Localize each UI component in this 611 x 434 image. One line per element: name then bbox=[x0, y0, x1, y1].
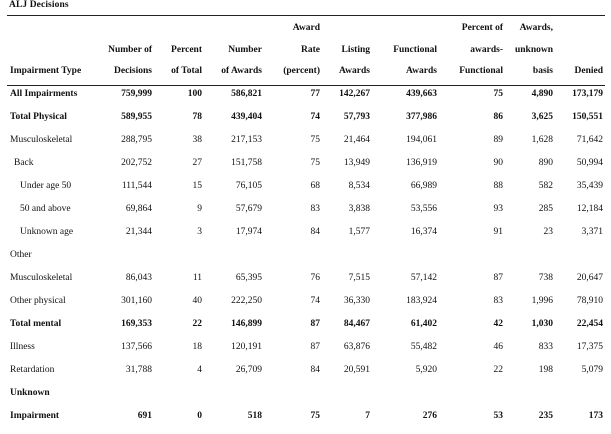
row-label: Total mental bbox=[10, 319, 62, 329]
table-cell: 75 bbox=[493, 89, 503, 99]
table-cell: 42 bbox=[493, 319, 503, 329]
table-cell: 1,030 bbox=[531, 319, 553, 329]
table-cell: 15 bbox=[192, 181, 202, 191]
table-cell: 217,153 bbox=[231, 135, 262, 145]
table-cell: 288,795 bbox=[121, 135, 152, 145]
table-cell: 74 bbox=[310, 296, 320, 306]
table-cell: 377,986 bbox=[406, 112, 437, 122]
table-cell: 890 bbox=[538, 158, 553, 168]
column-header-line: Awards, bbox=[519, 23, 553, 33]
table-cell: 57,679 bbox=[235, 204, 262, 214]
column-header-line: Rate bbox=[301, 44, 320, 55]
table-cell: 35,439 bbox=[576, 181, 603, 191]
table-cell bbox=[154, 382, 204, 405]
table-cell: 68 bbox=[310, 181, 320, 191]
table-cell bbox=[372, 244, 439, 267]
table-cell: 1,577 bbox=[348, 227, 370, 237]
table-cell bbox=[99, 382, 154, 405]
table-row bbox=[7, 198, 605, 221]
table-cell bbox=[322, 244, 372, 267]
column-header-line: (percent) bbox=[283, 66, 320, 76]
table-cell: 3 bbox=[197, 227, 202, 237]
table-cell: 20,647 bbox=[576, 273, 603, 283]
table-row bbox=[7, 152, 605, 175]
table-cell: 9 bbox=[197, 204, 202, 214]
table-cell: 833 bbox=[538, 342, 553, 352]
table-cell: 759,999 bbox=[121, 89, 152, 99]
column-header-line: of Total bbox=[171, 66, 202, 76]
table-cell bbox=[204, 382, 264, 405]
table-cell: 17,974 bbox=[235, 227, 262, 237]
table-cell: 40 bbox=[192, 296, 202, 306]
table-cell bbox=[99, 244, 154, 267]
table-caption: ALJ Decisions bbox=[9, 0, 69, 10]
column-header-line: Award bbox=[292, 23, 320, 33]
table-row bbox=[7, 336, 605, 359]
table-cell: 77 bbox=[310, 89, 320, 99]
table-cell: 65,395 bbox=[235, 273, 262, 283]
table-cell: 5,079 bbox=[581, 365, 603, 375]
column-header-line: Awards bbox=[406, 66, 437, 76]
table-cell: 142,267 bbox=[339, 89, 370, 99]
table-cell: 301,160 bbox=[121, 296, 152, 306]
table-cell: 53,556 bbox=[410, 204, 437, 214]
table-cell: 76,105 bbox=[235, 181, 262, 191]
table-cell: 173 bbox=[588, 411, 603, 421]
column-header-line: basis bbox=[532, 66, 553, 76]
column-header-line: unknown bbox=[514, 44, 553, 55]
column-header bbox=[505, 18, 555, 83]
table-cell: 12,184 bbox=[576, 204, 603, 214]
column-header-line: Listing bbox=[341, 44, 370, 55]
table-cell: 439,404 bbox=[231, 112, 262, 122]
table-cell: 8,534 bbox=[348, 181, 370, 191]
table-cell: 91 bbox=[493, 227, 503, 237]
table-row bbox=[7, 405, 605, 428]
table-cell: 69,864 bbox=[125, 204, 152, 214]
column-header-line: Impairment Type bbox=[10, 66, 82, 76]
table-cell: 7,515 bbox=[348, 273, 370, 283]
table-cell: 88 bbox=[493, 181, 503, 191]
table-cell: 46 bbox=[493, 342, 503, 352]
table-cell: 75 bbox=[310, 135, 320, 145]
table-cell: 87 bbox=[310, 342, 320, 352]
table-cell bbox=[322, 382, 372, 405]
row-label: Musculoskeletal bbox=[10, 135, 73, 145]
table-cell bbox=[439, 382, 505, 405]
table-cell bbox=[372, 382, 439, 405]
table-cell: 63,876 bbox=[343, 342, 370, 352]
column-header-line: Functional bbox=[393, 44, 437, 55]
table-cell: 84,467 bbox=[343, 319, 370, 329]
table-cell bbox=[555, 382, 605, 405]
table-cell: 55,482 bbox=[410, 342, 437, 352]
table-cell: 78 bbox=[192, 112, 202, 122]
table-cell: 90 bbox=[493, 158, 503, 168]
table-cell: 78,910 bbox=[576, 296, 603, 306]
table-cell: 87 bbox=[493, 273, 503, 283]
row-label: Unknown age bbox=[20, 227, 74, 237]
table-cell: 582 bbox=[538, 181, 553, 191]
table-cell: 86,043 bbox=[125, 273, 152, 283]
table-cell: 75 bbox=[310, 158, 320, 168]
row-label: Musculoskeletal bbox=[10, 273, 73, 283]
table-cell: 50,994 bbox=[576, 158, 603, 168]
table-cell: 57,142 bbox=[410, 273, 437, 283]
table-row bbox=[7, 175, 605, 198]
column-header-line: Functional bbox=[459, 66, 503, 76]
table-cell: 84 bbox=[310, 227, 320, 237]
row-label: Other physical bbox=[10, 296, 66, 306]
table-cell: 7 bbox=[365, 411, 370, 421]
table-row bbox=[7, 290, 605, 313]
column-header-line: Percent bbox=[171, 44, 202, 55]
table-row bbox=[7, 359, 605, 382]
table-cell: 137,566 bbox=[121, 342, 152, 352]
top-rule bbox=[7, 15, 605, 16]
table-cell bbox=[264, 382, 322, 405]
table-cell: 0 bbox=[197, 411, 202, 421]
table-cell: 169,353 bbox=[121, 319, 152, 329]
table-cell: 87 bbox=[310, 319, 320, 329]
table-cell: 3,371 bbox=[581, 227, 603, 237]
table-cell: 83 bbox=[310, 204, 320, 214]
table-cell: 276 bbox=[422, 411, 437, 421]
table-cell: 589,955 bbox=[121, 112, 152, 122]
table-cell: 38 bbox=[192, 135, 202, 145]
column-header bbox=[99, 18, 154, 83]
column-header bbox=[439, 18, 505, 83]
table-cell: 150,551 bbox=[572, 112, 603, 122]
table-cell: 1,628 bbox=[531, 135, 553, 145]
table-cell: 20,591 bbox=[343, 365, 370, 375]
column-header bbox=[372, 18, 439, 83]
column-header bbox=[7, 18, 99, 83]
table-cell: 173,179 bbox=[572, 89, 603, 99]
table-row bbox=[7, 83, 605, 106]
table-cell: 5,920 bbox=[415, 365, 437, 375]
column-header bbox=[154, 18, 204, 83]
table-cell: 18 bbox=[192, 342, 202, 352]
table-cell: 93 bbox=[493, 204, 503, 214]
table-cell bbox=[204, 244, 264, 267]
table-cell: 235 bbox=[538, 411, 553, 421]
table-cell: 26,709 bbox=[235, 365, 262, 375]
table-row bbox=[7, 221, 605, 244]
table-cell: 146,899 bbox=[231, 319, 262, 329]
table-cell: 518 bbox=[247, 411, 262, 421]
table-cell: 151,758 bbox=[231, 158, 262, 168]
table-row bbox=[7, 313, 605, 336]
table-row bbox=[7, 244, 605, 267]
table-cell bbox=[505, 382, 555, 405]
table-cell bbox=[439, 244, 505, 267]
table-cell: 11 bbox=[192, 273, 202, 283]
row-label: All Impairments bbox=[10, 89, 78, 99]
table-cell: 83 bbox=[493, 296, 503, 306]
table-cell bbox=[154, 244, 204, 267]
row-label: Total Physical bbox=[10, 112, 67, 122]
table-cell: 120,191 bbox=[231, 342, 262, 352]
table-cell: 136,919 bbox=[406, 158, 437, 168]
column-header bbox=[204, 18, 264, 83]
table-cell: 57,793 bbox=[343, 112, 370, 122]
table-cell: 21,464 bbox=[343, 135, 370, 145]
table-cell: 111,544 bbox=[121, 181, 152, 191]
table-cell: 16,374 bbox=[410, 227, 437, 237]
table-row bbox=[7, 106, 605, 129]
table-cell: 21,344 bbox=[125, 227, 152, 237]
table-cell: 194,061 bbox=[406, 135, 437, 145]
table-cell: 183,924 bbox=[406, 296, 437, 306]
table-cell: 27 bbox=[192, 158, 202, 168]
table-cell: 13,949 bbox=[343, 158, 370, 168]
table-cell: 71,642 bbox=[576, 135, 603, 145]
table-cell: 198 bbox=[538, 365, 553, 375]
column-header-line: awards- bbox=[470, 44, 503, 55]
column-header-line: Percent of bbox=[461, 23, 503, 33]
row-label: Under age 50 bbox=[20, 181, 72, 191]
table-row bbox=[7, 129, 605, 152]
table-cell: 53 bbox=[493, 411, 503, 421]
row-label: Illness bbox=[10, 342, 35, 352]
column-header-line: of Awards bbox=[221, 66, 262, 76]
column-header-line: Decisions bbox=[114, 66, 152, 76]
table-cell bbox=[505, 244, 555, 267]
table-cell bbox=[264, 244, 322, 267]
table-cell: 22 bbox=[192, 319, 202, 329]
column-header-line: Denied bbox=[574, 66, 603, 76]
row-label: Unknown bbox=[10, 388, 50, 398]
table-cell: 31,788 bbox=[125, 365, 152, 375]
table-cell: 3,625 bbox=[531, 112, 553, 122]
alj-decisions-table bbox=[7, 18, 605, 428]
table-cell: 86 bbox=[493, 112, 503, 122]
table-body bbox=[7, 83, 605, 428]
column-header bbox=[264, 18, 322, 83]
row-label: Retardation bbox=[10, 365, 55, 375]
table-cell: 66,989 bbox=[410, 181, 437, 191]
table-cell: 75 bbox=[310, 411, 320, 421]
table-cell: 23 bbox=[543, 227, 553, 237]
column-header bbox=[555, 18, 605, 83]
table-cell: 3,838 bbox=[348, 204, 370, 214]
row-label: 50 and above bbox=[20, 204, 71, 214]
table-cell: 738 bbox=[538, 273, 553, 283]
row-label: Other bbox=[10, 250, 32, 260]
table-cell: 89 bbox=[493, 135, 503, 145]
table-cell: 22 bbox=[493, 365, 503, 375]
table-cell: 61,402 bbox=[410, 319, 437, 329]
table-cell: 439,663 bbox=[406, 89, 437, 99]
table-cell: 36,330 bbox=[343, 296, 370, 306]
header-row bbox=[7, 18, 605, 83]
column-header-line: Number bbox=[228, 44, 262, 55]
table-cell: 4,890 bbox=[531, 89, 553, 99]
table-cell: 84 bbox=[310, 365, 320, 375]
table-cell: 202,752 bbox=[121, 158, 152, 168]
column-header-line: Awards bbox=[339, 66, 370, 76]
table-cell: 1,996 bbox=[531, 296, 553, 306]
column-header bbox=[322, 18, 372, 83]
table-cell: 285 bbox=[538, 204, 553, 214]
table-cell: 76 bbox=[310, 273, 320, 283]
column-header-line: Number of bbox=[108, 44, 152, 55]
table-cell: 691 bbox=[137, 411, 152, 421]
table-cell bbox=[555, 244, 605, 267]
table-row bbox=[7, 382, 605, 405]
table-cell: 22,454 bbox=[576, 319, 603, 329]
table-cell: 17,375 bbox=[576, 342, 603, 352]
table-cell: 222,250 bbox=[231, 296, 262, 306]
table-cell: 586,821 bbox=[231, 89, 262, 99]
row-label: Back bbox=[14, 158, 34, 168]
table-cell: 74 bbox=[310, 112, 320, 122]
table-row bbox=[7, 267, 605, 290]
table-cell: 4 bbox=[197, 365, 202, 375]
row-label: Impairment bbox=[10, 411, 60, 421]
table-cell: 100 bbox=[187, 89, 202, 99]
